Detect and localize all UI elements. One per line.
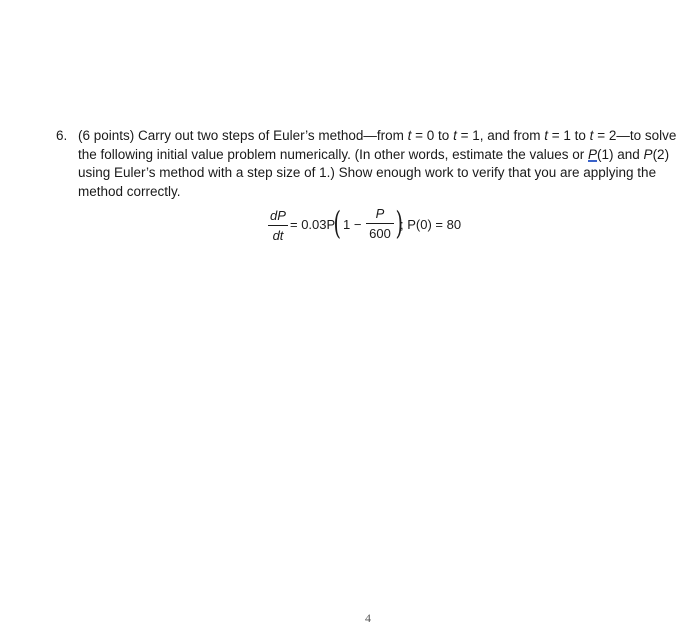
one-minus: 1 − — [343, 217, 362, 232]
fraction-bar — [366, 223, 394, 224]
inner-fraction — [366, 206, 394, 242]
var-t: t — [589, 128, 594, 143]
line1-segment: = 1, and from — [456, 128, 545, 143]
var-p-spellcheck: P — [588, 146, 598, 162]
lhs-numerator: dP — [270, 208, 286, 223]
inner-denominator: 600 — [369, 226, 391, 241]
problem-line-4: method correctly. — [78, 183, 181, 199]
var-t: t — [407, 128, 412, 143]
differential-equation — [268, 202, 508, 248]
page-number: 4 — [365, 611, 371, 625]
problem-line-2 — [78, 146, 694, 165]
lhs-denominator: dt — [272, 228, 284, 243]
problem-line-3: using Euler’s method with a step size of 1.) Show enough work to verify that you are applying the — [78, 165, 657, 181]
lhs-fraction — [268, 208, 288, 244]
line1-segment: (6 points) Carry out two steps of Euler’s method—from — [78, 128, 408, 143]
var-p: P — [643, 146, 653, 162]
line2-segment: (1) and — [597, 146, 644, 162]
line2-segment: the following initial value problem numerically. (In other words, estimate the values or — [78, 146, 588, 162]
open-paren: ( — [333, 204, 341, 242]
problem-line-1 — [78, 127, 694, 146]
line1-segment: = 2—to solve — [593, 128, 677, 143]
initial-condition: ; P(0) = 80 — [400, 217, 462, 232]
problem-number: 6. — [56, 128, 68, 143]
fraction-bar — [268, 225, 288, 226]
var-t: t — [453, 128, 457, 143]
inner-numerator: P — [375, 206, 385, 221]
coefficient: = 0.03P — [290, 217, 336, 232]
line1-segment: = 0 to — [411, 128, 454, 143]
line1-segment: = 1 to — [548, 128, 590, 143]
var-t: t — [544, 128, 549, 143]
close-paren: ) — [395, 204, 403, 242]
problem-text — [78, 127, 694, 201]
line2-segment: (2) — [652, 146, 670, 162]
